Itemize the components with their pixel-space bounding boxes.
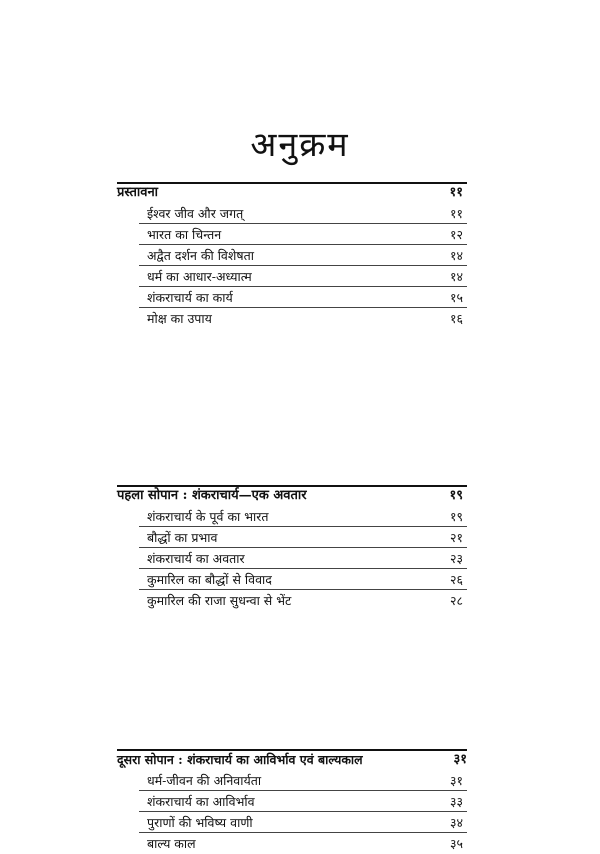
toc-heading-label: पहला सोपान : शंकराचार्य—एक अवतार [117,488,307,503]
toc-item[interactable] [117,224,467,245]
page-title: अनुक्रम [250,125,350,165]
toc-item-label: शंकराचार्य के पूर्व का भारत [147,509,269,524]
toc-heading-page: १९ [449,488,463,503]
toc-section-second-step [117,749,467,854]
toc-heading[interactable] [117,182,467,203]
toc-item-page: ३३ [449,794,463,809]
toc-item[interactable] [117,812,467,833]
toc-heading-label: प्रस्तावना [117,185,159,200]
toc-item[interactable] [117,791,467,812]
toc-item[interactable] [117,266,467,287]
toc-item-page: १६ [449,311,463,326]
toc-item-page: २६ [449,572,463,587]
toc-item-label: ईश्वर जीव और जगत् [147,206,244,221]
toc-item-label: धर्म का आधार-अध्यात्म [147,269,252,284]
toc-section-first-step [117,485,467,611]
toc-item-label: मोक्ष का उपाय [147,311,212,326]
toc-item-page: १५ [449,290,463,305]
toc-item-page: १२ [449,227,463,242]
toc-item-label: कुमारिल की राजा सुधन्वा से भेंट [147,593,292,608]
toc-item[interactable] [117,527,467,548]
toc-item-label: कुमारिल का बौद्धों से विवाद [147,572,272,587]
toc-item-page: १४ [449,269,463,284]
toc-item[interactable] [117,770,467,791]
toc-item-label: धर्म-जीवन की अनिवार्यता [147,773,262,788]
toc-item-label: अद्वैत दर्शन की विशेषता [147,248,254,263]
toc-heading-page: ३१ [453,752,467,767]
toc-item-page: १४ [449,248,463,263]
toc-item-label: शंकराचार्य का अवतार [147,551,245,566]
toc-item-label: शंकराचार्य का कार्य [147,290,233,305]
toc-item[interactable] [117,287,467,308]
toc-item-page: १९ [449,509,463,524]
toc-item-page: २३ [449,551,463,566]
toc-item-label: पुराणों की भविष्य वाणी [147,815,253,830]
toc-item-label: बौद्धों का प्रभाव [147,530,218,545]
toc-item-page: ३४ [449,815,463,830]
toc-item[interactable] [117,506,467,527]
toc-item[interactable] [117,569,467,590]
toc-item[interactable] [117,203,467,224]
toc-item-label: शंकराचार्य का आविर्भाव [147,794,255,809]
toc-heading[interactable] [117,485,467,506]
toc-item-label: भारत का चिन्तन [147,227,222,242]
toc-heading-page: ११ [449,185,463,200]
toc-item[interactable] [117,245,467,266]
toc-item-page: ३५ [449,836,463,851]
toc-item[interactable] [117,308,467,329]
toc-item-page: ३१ [449,773,463,788]
toc-item[interactable] [117,833,467,854]
toc-item-label: बाल्य काल [147,836,196,851]
toc-heading-label: दूसरा सोपान : शंकराचार्य का आविर्भाव एवं बाल्यकाल [117,752,363,767]
toc-item[interactable] [117,548,467,569]
toc-item-page: ११ [449,206,463,221]
toc-item-page: २८ [449,593,463,608]
toc-section-preface [117,182,467,329]
toc-item-page: २१ [449,530,463,545]
toc-heading[interactable] [117,749,467,770]
